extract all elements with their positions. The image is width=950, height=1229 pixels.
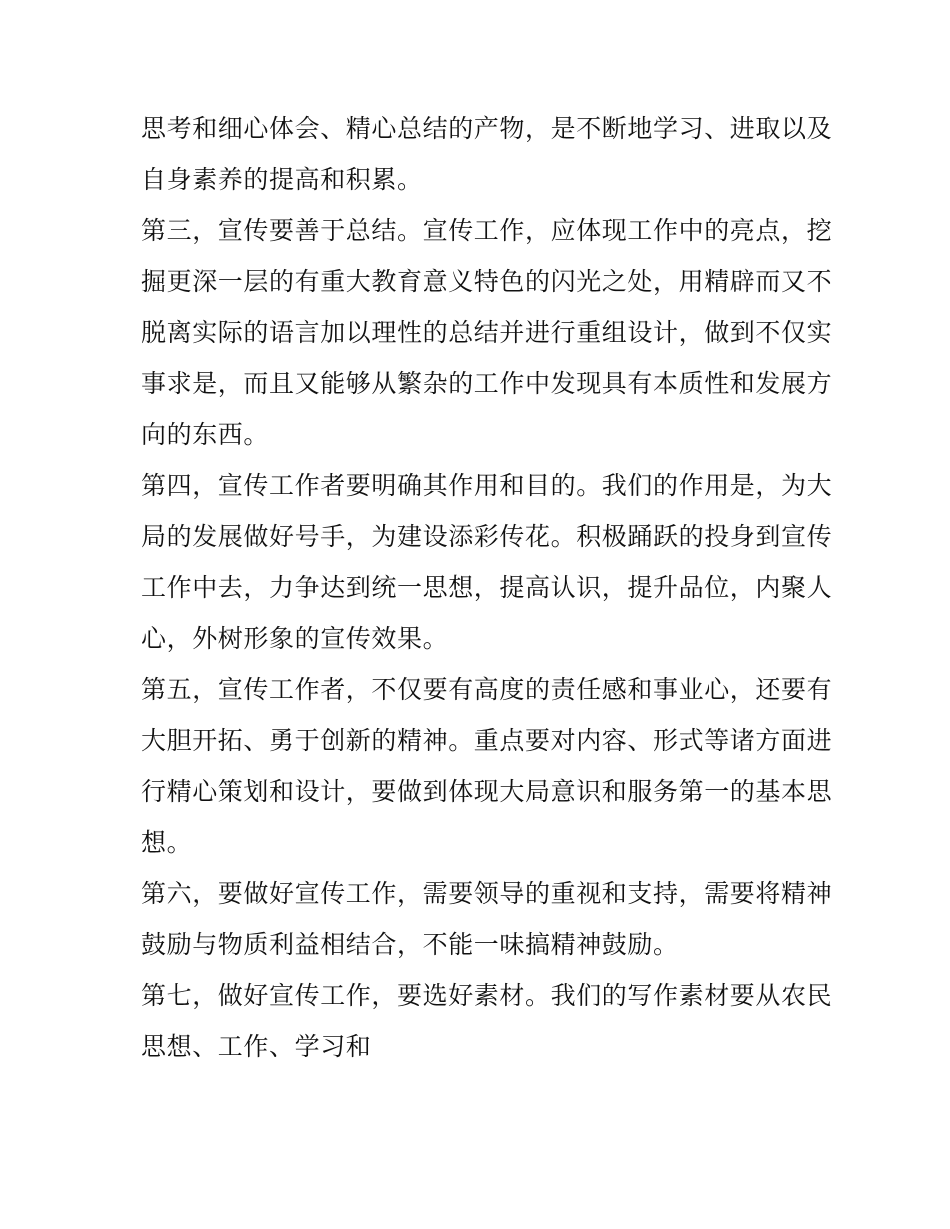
- text-line: 自身素养的提高和积累。: [141, 165, 423, 194]
- text-line: 思想、工作、学习和: [141, 1032, 372, 1061]
- text-line: 第三，宣传要善于总结。宣传工作，应体现工作中的亮点，挖: [141, 216, 833, 245]
- document-body: [141, 103, 833, 1072]
- text-line: 心，外树形象的宣传效果。: [141, 624, 449, 653]
- text-line: 脱离实际的语言加以理性的总结并进行重组设计，做到不仅实: [141, 318, 833, 347]
- text-line: 第五，宣传工作者，不仅要有高度的责任感和事业心，还要有: [141, 675, 833, 704]
- text-line: 行精心策划和设计，要做到体现大局意识和服务第一的基本思: [141, 777, 833, 806]
- text-line: 第七，做好宣传工作，要选好素材。我们的写作素材要从农民: [141, 981, 833, 1010]
- text-line: 第四，宣传工作者要明确其作用和目的。我们的作用是，为大: [141, 471, 833, 500]
- text-line: 鼓励与物质利益相结合，不能一味搞精神鼓励。: [141, 930, 679, 959]
- text-line: 想。: [141, 828, 193, 857]
- text-line: 事求是，而且又能够从繁杂的工作中发现具有本质性和发展方: [141, 369, 833, 398]
- text-line: 局的发展做好号手，为建设添彩传花。积极踊跃的投身到宣传: [141, 522, 833, 551]
- text-line: 大胆开拓、勇于创新的精神。重点要对内容、形式等诸方面进: [141, 726, 833, 755]
- text-line: 向的东西。: [141, 420, 270, 449]
- text-line: 第六，要做好宣传工作，需要领导的重视和支持，需要将精神: [141, 879, 833, 908]
- text-line: 工作中去，力争达到统一思想，提高认识，提升品位，内聚人: [141, 573, 833, 602]
- text-line: 掘更深一层的有重大教育意义特色的闪光之处，用精辟而又不: [141, 267, 833, 296]
- text-line: 思考和细心体会、精心总结的产物，是不断地学习、进取以及: [141, 114, 833, 143]
